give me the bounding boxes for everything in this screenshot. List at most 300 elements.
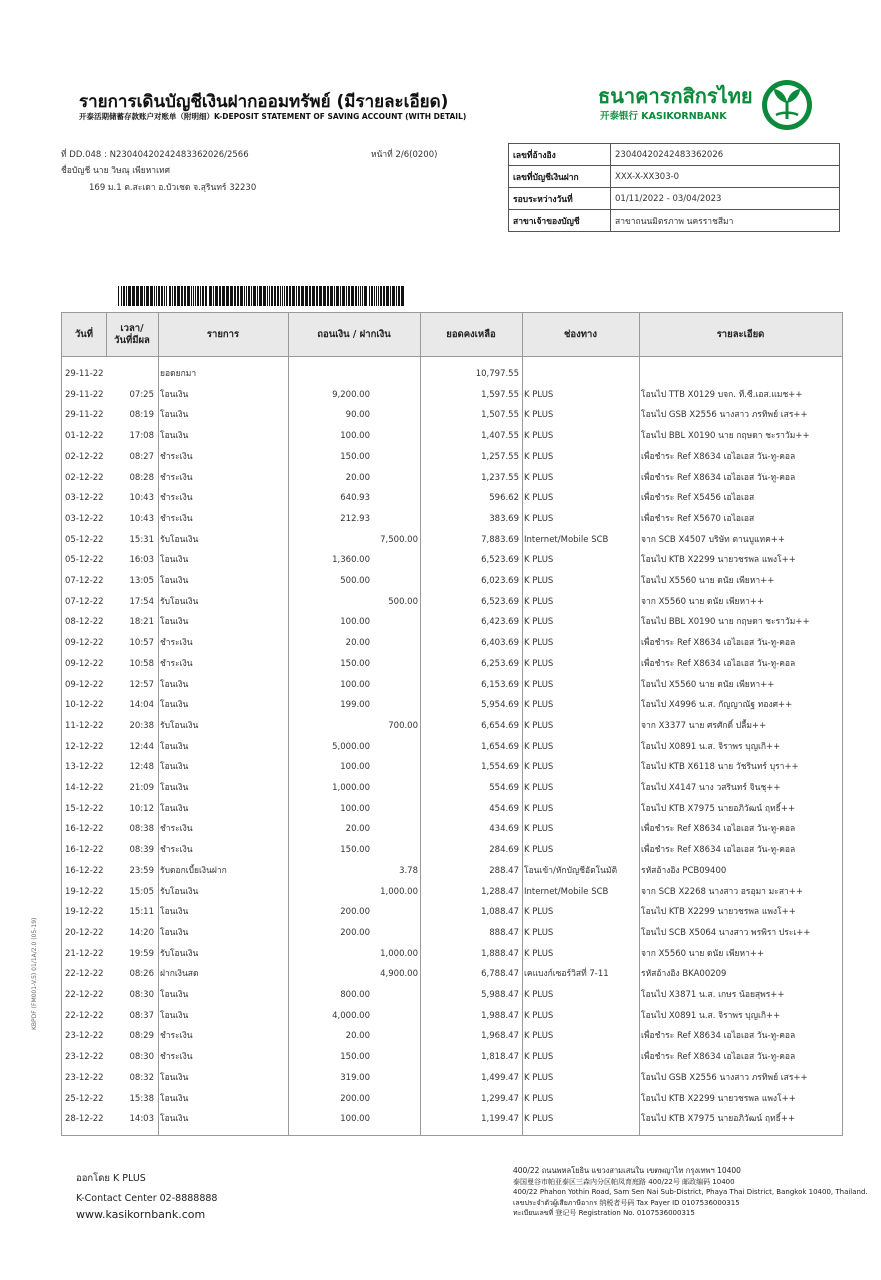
cell-withdraw: 1,000.00 [332,783,370,793]
cell-withdraw: 150.00 [340,845,370,856]
table-row [62,488,842,509]
cell-time: 08:29 [129,1031,154,1042]
cell-description: โอนเงิน [160,679,189,690]
cell-deposit: 4,900.00 [380,969,418,980]
table-row [62,612,842,633]
cell-detail: โอนไป BBL X0190 นาย กฤษดา ชะราวัม++ [641,617,810,628]
cell-withdraw: 199.00 [340,700,370,711]
cell-channel: K PLUS [524,1031,554,1042]
cell-channel: K PLUS [524,679,554,690]
cell-detail: เพื่อชำระ Ref X8634 เอไอเอส วัน-ทู-คอล [641,658,796,669]
cell-description: รับโอนเงิน [160,720,199,731]
table-row [62,509,842,530]
cell-detail: โอนไป KTB X6118 นาย วัชรินทร์ บุรา++ [641,762,799,773]
cell-balance: 6,788.47 [481,969,519,980]
cell-channel: K PLUS [524,907,554,918]
cell-detail: เพื่อชำระ Ref X8634 เอไอเอส วัน-ทู-คอล [641,472,796,483]
cell-withdraw: 319.00 [340,1072,370,1083]
cell-description: โอนเงิน [160,927,189,938]
table-row [62,550,842,571]
cell-withdraw: 200.00 [340,927,370,938]
table-row [62,757,842,778]
cell-balance: 1,257.55 [481,451,519,462]
cell-time: 15:31 [129,534,154,545]
column-header-channel: ช่องทาง [563,328,598,340]
cell-balance: 1,597.55 [481,389,519,400]
cell-detail: เพื่อชำระ Ref X8634 เอไอเอส วัน-ทู-คอล [641,845,796,856]
cell-date: 07-12-22 [65,596,104,607]
cell-date: 25-12-22 [65,1093,104,1104]
cell-date: 11-12-22 [65,720,104,731]
cell-channel: Internet/Mobile SCB [524,534,609,545]
form-code: KBPDF (FM001-V.5) 01/1A/2.0 (05-19) [31,917,38,1030]
cell-balance: 5,954.69 [481,700,519,711]
cell-time: 14:04 [129,700,154,711]
cell-time: 21:09 [129,783,154,793]
cell-time: 10:12 [129,803,154,814]
cell-balance: 6,654.69 [481,720,519,731]
cell-time: 14:20 [129,927,154,938]
cell-time: 08:38 [129,824,154,835]
cell-date: 09-12-22 [65,638,104,649]
table-row [62,964,842,985]
cell-balance: 288.47 [489,865,519,876]
cell-channel: K PLUS [524,638,554,649]
cell-detail: เพื่อชำระ Ref X5670 เอไอเอส [641,513,755,524]
issued-by: ออกโดย K PLUS [76,1173,146,1184]
cell-description: ชำระเงิน [160,451,193,462]
cell-detail: รหัสอ้างอิง BKA00209 [641,969,727,980]
table-row [62,426,842,447]
cell-withdraw: 1,360.00 [332,555,370,566]
cell-balance: 10,797.55 [475,369,519,379]
page-number: หน้าที่ 2/6(0200) [371,150,438,160]
cell-channel: K PLUS [524,720,554,731]
cell-time: 14:03 [129,1114,154,1125]
cell-time: 15:38 [129,1093,154,1104]
cell-balance: 6,523.69 [481,555,519,566]
cell-time: 07:25 [129,389,154,400]
cell-channel: K PLUS [524,845,554,856]
table-row [62,654,842,675]
cell-date: 20-12-22 [65,927,104,938]
cell-description: ชำระเงิน [160,824,193,835]
reference-label: เลขที่อ้างอิง [509,144,611,166]
cell-detail: โอนไป KTB X7975 นายอภิวัฒน์ ฤทธิ์++ [641,803,796,814]
cell-channel: K PLUS [524,948,554,959]
cell-channel: K PLUS [524,803,554,814]
cell-withdraw: 20.00 [345,824,370,835]
cell-time: 10:43 [129,513,154,524]
cell-channel: K PLUS [524,431,554,442]
cell-balance: 284.69 [489,845,519,856]
table-row [62,1047,842,1068]
cell-balance: 5,988.47 [481,990,519,1000]
cell-deposit: 1,000.00 [380,948,418,959]
cell-balance: 1,988.47 [481,1010,519,1021]
table-row [62,530,842,551]
cell-withdraw: 200.00 [340,907,370,918]
table-row [62,364,842,385]
cell-detail: เพื่อชำระ Ref X8634 เอไอเอส วัน-ทู-คอล [641,1052,796,1063]
cell-description: โอนเงิน [160,783,189,793]
cell-channel: K PLUS [524,389,554,400]
cell-time: 17:08 [129,431,154,442]
cell-time: 08:28 [129,472,154,483]
column-header-detail: รายละเอียด [716,328,765,340]
cell-balance: 6,403.69 [481,638,519,649]
cell-balance: 888.47 [489,927,519,938]
table-row [62,1068,842,1089]
cell-detail: โอนไป X0891 น.ส. จิราพร บุญเกิ++ [641,1010,781,1021]
reference-value: 01/11/2022 - 03/04/2023 [611,188,840,210]
cell-detail: โอนไป X0891 น.ส. จิราพร บุญเกิ++ [641,741,781,752]
reference-value: สาขาถนนมิตรภาพ นครราชสีมา [611,210,840,232]
cell-channel: Internet/Mobile SCB [524,886,609,897]
cell-time: 08:32 [129,1072,154,1083]
cell-detail: จาก X5560 นาย ดนัย เพียหา++ [641,596,765,607]
table-row [62,737,842,758]
cell-deposit: 1,000.00 [380,886,418,897]
cell-detail: โอนไป X5560 นาย ดนัย เพียหา++ [641,576,775,586]
reference-row [509,188,840,210]
address-english: 400/22 Phahon Yothin Road, Sam Sen Nai Sub-District, Phaya Thai District, Bangkok 10400, Thailand. [513,1188,868,1196]
cell-channel: K PLUS [524,472,554,483]
cell-description: โอนเงิน [160,617,189,628]
column-header-amount: ถอนเงิน / ฝากเงิน [317,328,391,340]
cell-date: 10-12-22 [65,700,104,711]
cell-description: รับโอนเงิน [160,534,199,545]
cell-description: ชำระเงิน [160,1052,193,1063]
cell-channel: K PLUS [524,1010,554,1021]
cell-date: 09-12-22 [65,658,104,669]
cell-withdraw: 20.00 [345,638,370,649]
cell-withdraw: 150.00 [340,1052,370,1063]
cell-date: 02-12-22 [65,451,104,462]
cell-description: โอนเงิน [160,990,189,1000]
table-row [62,985,842,1006]
cell-description: โอนเงิน [160,762,189,773]
cell-date: 05-12-22 [65,555,104,566]
cell-deposit: 700.00 [388,720,418,731]
cell-channel: K PLUS [524,617,554,628]
cell-description: โอนเงิน [160,803,189,814]
kasikornbank-leaf-logo-icon [761,79,813,131]
cell-description: โอนเงิน [160,389,189,400]
cell-withdraw: 4,000.00 [332,1010,370,1021]
cell-withdraw: 100.00 [340,1114,370,1125]
cell-date: 28-12-22 [65,1114,104,1125]
cell-description: รับโอนเงิน [160,948,199,959]
cell-date: 14-12-22 [65,783,104,793]
cell-time: 16:03 [129,555,154,566]
cell-balance: 6,523.69 [481,596,519,607]
cell-balance: 1,237.55 [481,472,519,483]
cell-description: ชำระเงิน [160,513,193,524]
cell-detail: รหัสอ้างอิง PCB09400 [641,865,727,876]
table-row [62,819,842,840]
cell-balance: 6,423.69 [481,617,519,628]
cell-date: 22-12-22 [65,1010,104,1021]
cell-date: 21-12-22 [65,948,104,959]
table-row [62,861,842,882]
cell-time: 08:30 [129,1052,154,1063]
cell-detail: โอนไป BBL X0190 นาย กฤษดา ชะราวัม++ [641,431,810,442]
cell-time: 19:59 [129,948,154,959]
cell-balance: 1,088.47 [481,907,519,918]
cell-detail: โอนไป X5560 นาย ดนัย เพียหา++ [641,679,775,690]
cell-description: โอนเงิน [160,1093,189,1104]
table-header [62,313,842,357]
cell-channel: K PLUS [524,451,554,462]
table-row [62,840,842,861]
cell-date: 01-12-22 [65,431,104,442]
cell-date: 19-12-22 [65,907,104,918]
cell-channel: K PLUS [524,596,554,607]
column-header-date: วันที่ [74,328,94,340]
cell-detail: โอนไป GSB X2556 นางสาว ภรทิพย์ เสร++ [641,1072,808,1083]
cell-time: 08:30 [129,990,154,1000]
cell-description: โอนเงิน [160,1010,189,1021]
table-row [62,902,842,923]
cell-balance: 454.69 [489,803,519,814]
cell-channel: K PLUS [524,783,554,793]
cell-withdraw: 100.00 [340,762,370,773]
cell-description: ฝากเงินสด [160,969,199,980]
table-row [62,716,842,737]
cell-time: 20:38 [129,720,154,731]
cell-detail: เพื่อชำระ Ref X8634 เอไอเอส วัน-ทู-คอล [641,824,796,835]
reference-box [508,143,840,232]
cell-description: โอนเงิน [160,700,189,711]
cell-balance: 596.62 [489,493,519,504]
cell-balance: 7,883.69 [481,534,519,545]
cell-balance: 6,253.69 [481,658,519,669]
reference-label: รอบระหว่างวันที่ [509,188,611,210]
cell-channel: K PLUS [524,1114,554,1125]
cell-date: 16-12-22 [65,824,104,835]
cell-withdraw: 100.00 [340,431,370,442]
cell-channel: K PLUS [524,1072,554,1083]
cell-date: 03-12-22 [65,513,104,524]
cell-detail: โอนไป X4147 นาง วสรินทร์ จินชุ++ [641,783,781,793]
table-row [62,923,842,944]
cell-date: 15-12-22 [65,803,104,814]
cell-date: 16-12-22 [65,865,104,876]
cell-description: โอนเงิน [160,907,189,918]
cell-date: 22-12-22 [65,969,104,980]
cell-time: 08:39 [129,845,154,856]
cell-detail: โอนไป KTB X2299 นายวชรพล แพงโ++ [641,555,796,566]
cell-description: ชำระเงิน [160,472,193,483]
address-thai: 400/22 ถนนพหลโยธิน แขวงสามเสนใน เขตพญาไท กรุงเทพฯ 10400 [513,1166,741,1175]
cell-balance: 383.69 [489,513,519,524]
cell-date: 29-11-22 [65,410,104,421]
cell-balance: 6,023.69 [481,576,519,586]
table-row [62,405,842,426]
cell-description: รับดอกเบี้ยเงินฝาก [160,865,227,876]
bank-address [513,1166,868,1219]
cell-time: 23:59 [129,865,154,876]
reference-label: สาขาเจ้าของบัญชี [509,210,611,232]
cell-date: 05-12-22 [65,534,104,545]
cell-withdraw: 200.00 [340,1093,370,1104]
cell-balance: 434.69 [489,824,519,835]
cell-date: 09-12-22 [65,679,104,690]
cell-detail: จาก SCB X2268 นางสาว อรอุมา มะสา++ [641,886,804,897]
cell-channel: โอนเข้า/หักบัญชีอัตโนมัติ [524,865,618,876]
cell-description: โอนเงิน [160,410,189,421]
cell-channel: K PLUS [524,990,554,1000]
cell-description: รับโอนเงิน [160,596,199,607]
cell-date: 07-12-22 [65,576,104,586]
column-header-time-line2: วันที่มีผล [114,334,150,346]
cell-date: 19-12-22 [65,886,104,897]
cell-channel: K PLUS [524,700,554,711]
column-header-time [106,313,158,356]
cell-date: 16-12-22 [65,845,104,856]
cell-description: ชำระเงิน [160,845,193,856]
cell-detail: เพื่อชำระ Ref X8634 เอไอเอส วัน-ทู-คอล [641,451,796,462]
cell-date: 13-12-22 [65,762,104,773]
cell-time: 10:58 [129,658,154,669]
cell-detail: เพื่อชำระ Ref X8634 เอไอเอส วัน-ทู-คอล [641,1031,796,1042]
cell-balance: 1,654.69 [481,741,519,752]
cell-date: 22-12-22 [65,990,104,1000]
cell-withdraw: 100.00 [340,617,370,628]
cell-withdraw: 20.00 [345,472,370,483]
cell-detail: จาก X5560 นาย ดนัย เพียหา++ [641,948,765,959]
registration-number: ทะเบียนเลขที่ 登记号 Registration No. 0107536000315 [513,1209,695,1217]
column-divider [106,313,107,356]
account-address: 169 ม.1 ต.สะเดา อ.บัวเชด จ.สุรินทร์ 32230 [89,183,257,193]
cell-channel: K PLUS [524,576,554,586]
reference-row [509,210,840,232]
table-row [62,675,842,696]
cell-time: 08:27 [129,451,154,462]
cell-channel: K PLUS [524,513,554,524]
table-row [62,1006,842,1027]
cell-detail: โอนไป SCB X5064 นางสาว พรพิรา ประเ++ [641,927,811,938]
cell-time: 12:44 [129,741,154,752]
bank-name-thai: ธนาคารกสิกรไทย [598,84,753,108]
table-row [62,778,842,799]
table-row [62,1109,842,1130]
cell-description: โอนเงิน [160,555,189,566]
cell-time: 15:11 [129,907,154,918]
cell-description: ยอดยกมา [160,369,197,379]
cell-description: โอนเงิน [160,1114,189,1125]
cell-time: 10:57 [129,638,154,649]
cell-time: 08:37 [129,1010,154,1021]
table-row [62,592,842,613]
cell-date: 12-12-22 [65,741,104,752]
cell-detail: เพื่อชำระ Ref X5456 เอไอเอส [641,493,755,504]
cell-channel: K PLUS [524,1052,554,1063]
cell-deposit: 3.78 [399,865,418,876]
table-row [62,1089,842,1110]
cell-time: 08:26 [129,969,154,980]
cell-detail: โอนไป KTB X2299 นายวชรพล แพงโ++ [641,907,796,918]
cell-balance: 1,299.47 [481,1093,519,1104]
document-number: ที่ DD.048 : N23040420242483362026/2566 [61,150,249,160]
cell-withdraw: 212.93 [340,513,370,524]
cell-description: โอนเงิน [160,576,189,586]
cell-withdraw: 800.00 [340,990,370,1000]
cell-withdraw: 500.00 [340,576,370,586]
statement-subtitle: 开泰活期储蓄存款账户对账单（附明细）K-DEPOSIT STATEMENT OF SAVING ACCOUNT (WITH DETAIL) [79,112,467,121]
cell-channel: K PLUS [524,410,554,421]
column-header-balance: ยอดคงเหลือ [446,328,496,340]
column-header-time-line1: เวลา/ [120,322,144,334]
reference-value: XXX-X-XX303-0 [611,166,840,188]
cell-description: โอนเงิน [160,431,189,442]
cell-description: โอนเงิน [160,741,189,752]
statement-title: รายการเดินบัญชีเงินฝากออมทรัพย์ (มีรายละเอียด) [79,92,449,112]
cell-channel: K PLUS [524,741,554,752]
cell-balance: 6,153.69 [481,679,519,690]
cell-balance: 1,507.55 [481,410,519,421]
cell-withdraw: 150.00 [340,451,370,462]
reference-value: 23040420242483362026 [611,144,840,166]
cell-withdraw: 640.93 [340,493,370,504]
cell-channel: K PLUS [524,493,554,504]
cell-withdraw: 100.00 [340,803,370,814]
cell-balance: 1,818.47 [481,1052,519,1063]
cell-balance: 1,407.55 [481,431,519,442]
cell-detail: จาก SCB X4507 บริษัท ตานบูแทค++ [641,534,786,545]
cell-detail: โอนไป X3871 น.ส. เกษร น้อยสุพร++ [641,990,785,1000]
cell-date: 08-12-22 [65,617,104,628]
cell-balance: 1,199.47 [481,1114,519,1125]
cell-date: 23-12-22 [65,1072,104,1083]
column-header-description: รายการ [206,328,240,340]
cell-balance: 1,499.47 [481,1072,519,1083]
cell-withdraw: 150.00 [340,658,370,669]
cell-detail: เพื่อชำระ Ref X8634 เอไอเอส วัน-ทู-คอล [641,638,796,649]
table-row [62,468,842,489]
cell-detail: โอนไป KTB X2299 นายวชรพล แพงโ++ [641,1093,796,1104]
cell-withdraw: 5,000.00 [332,741,370,752]
tax-payer-id: เลขประจำตัวผู้เสียภาษีอากร 纳税者号码 Tax Payer ID 0107536000315 [513,1198,740,1207]
table-row [62,571,842,592]
cell-deposit: 7,500.00 [380,534,418,545]
website-link[interactable]: www.kasikornbank.com [76,1208,206,1221]
cell-time: 12:57 [129,679,154,690]
cell-withdraw: 20.00 [345,1031,370,1042]
table-row [62,385,842,406]
cell-channel: K PLUS [524,927,554,938]
cell-description: ชำระเงิน [160,1031,193,1042]
table-row [62,695,842,716]
table-row [62,633,842,654]
cell-description: ชำระเงิน [160,638,193,649]
cell-time: 15:05 [129,886,154,897]
cell-withdraw: 100.00 [340,679,370,690]
cell-time: 12:48 [129,762,154,773]
cell-balance: 1,888.47 [481,948,519,959]
bank-name-english: 开泰银行 KASIKORNBANK [600,111,727,122]
reference-row [509,166,840,188]
address-chinese: 泰国曼谷市帕亚泰区三森内分区帕凤育庭路 400/22号 邮政编码 10400 [513,1177,735,1186]
table-row [62,799,842,820]
cell-date: 29-11-22 [65,389,104,400]
cell-time: 10:43 [129,493,154,504]
table-row [62,944,842,965]
cell-balance: 1,554.69 [481,762,519,773]
cell-time: 17:54 [129,596,154,607]
cell-detail: โอนไป X4996 น.ส. กัญญาณัฐ ทองศ++ [641,700,793,711]
